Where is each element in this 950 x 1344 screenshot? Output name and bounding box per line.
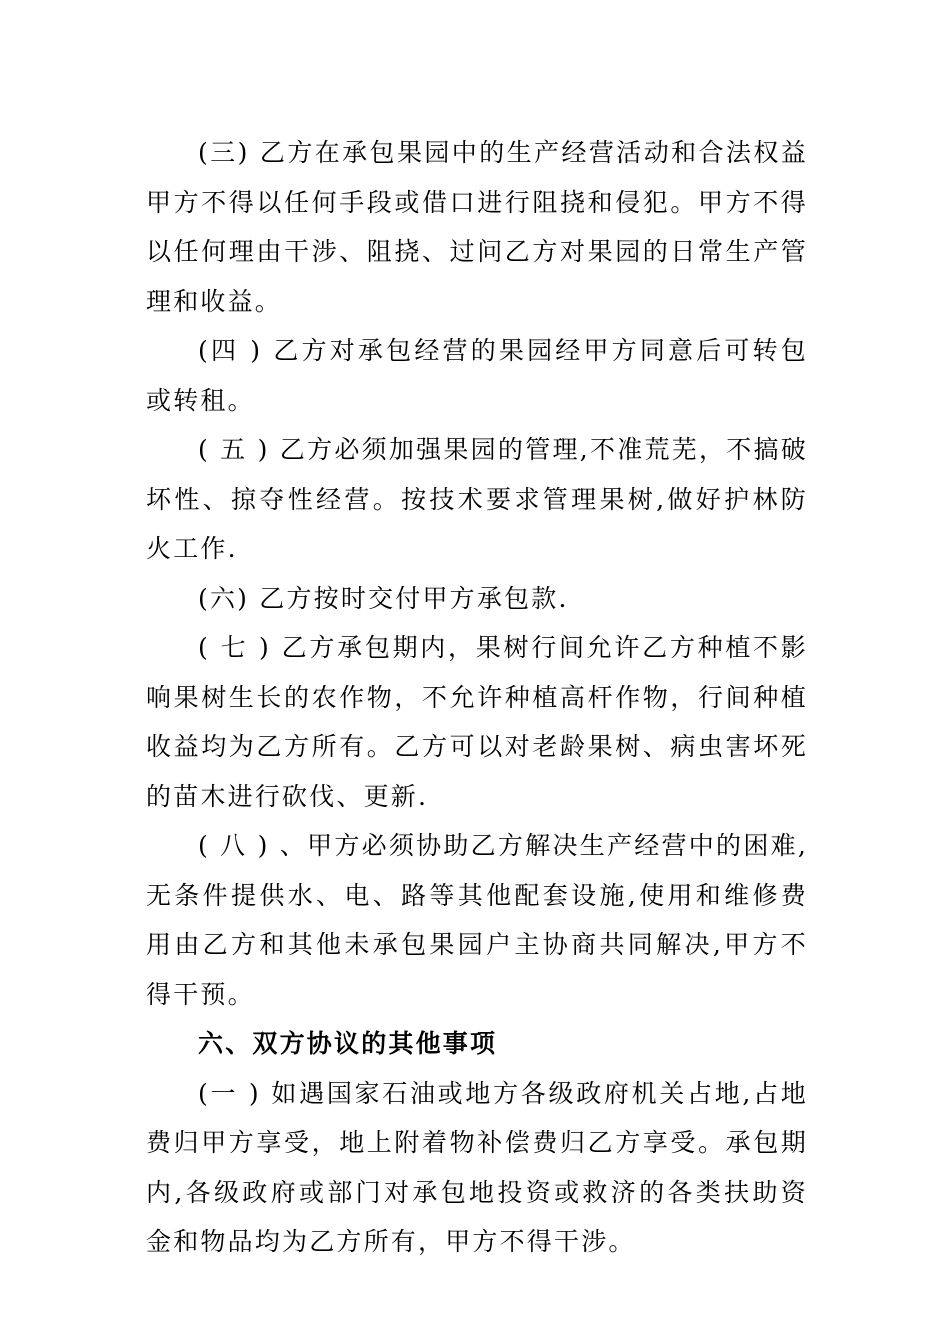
clause-8-paragraph: ( 八 ) 、甲方必须协助乙方解决生产经营中的困难,无条件提供水、电、路等其他配套设施,使用和维修费用由乙方和其他未承包果园户主协商共同解决,甲方不得干预。 <box>146 831 808 1009</box>
section-6-clause-1-paragraph: (一 ) 如遇国家石油或地方各级政府机关占地,占地费归甲方享受，地上附着物补偿费归乙方享受。承包期内,各级政府或部门对承包地投资或救济的各类扶助资金和物品均为乙方所有，甲方不得干涉。 <box>146 1078 808 1256</box>
clause-7-paragraph: ( 七 ) 乙方承包期内，果树行间允许乙方种植不影响果树生长的农作物，不允许种植高杆作物，行间种植收益均为乙方所有。乙方可以对老龄果树、病虫害坏死的苗木进行砍伐、更新. <box>146 633 808 811</box>
document-body <box>146 128 808 1267</box>
clause-3-paragraph: (三) 乙方在承包果园中的生产经营活动和合法权益甲方不得以任何手段或借口进行阻挠和侵犯。甲方不得以任何理由干涉、阻挠、过问乙方对果园的日常生产管理和收益。 <box>146 138 808 316</box>
clause-5-paragraph: ( 五 ) 乙方必须加强果园的管理,不准荒芜，不搞破坏性、掠夺性经营。按技术要求管理果树,做好护林防火工作. <box>146 435 808 563</box>
section-6-heading: 六、双方协议的其他事项 <box>198 1029 498 1058</box>
clause-4-paragraph: (四 ) 乙方对承包经营的果园经甲方同意后可转包或转租。 <box>146 336 808 415</box>
clause-6-paragraph: (六) 乙方按时交付甲方承包款. <box>198 583 569 613</box>
